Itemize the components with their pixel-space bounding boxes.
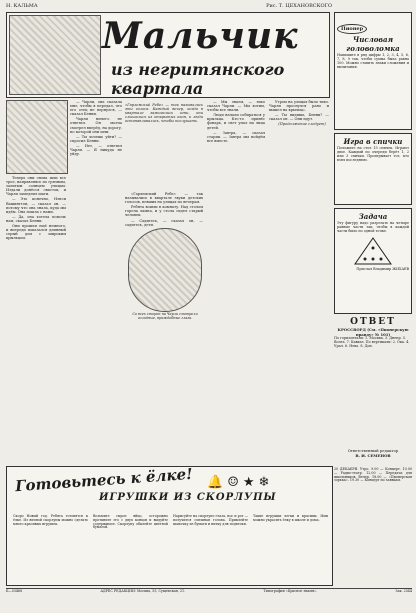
boys-illustration (6, 100, 68, 174)
crowd-illustration (128, 228, 202, 312)
crossword-title: КРОССВОРД (См. «Пионерскую правду» № 101) (337, 327, 409, 337)
toys-article (6, 466, 333, 586)
paragraph: — Да, она хотела помочь нам, сказал Бенни. (6, 214, 66, 223)
story-title: Мальчик (102, 15, 299, 57)
paragraph: — Нет, — ответил Чарли. — Я никуда не уйду. (70, 143, 122, 157)
paragraph: Утром на улицах было тихо. Чарли проснулся рано и вышел на крыльцо. (269, 100, 329, 113)
answers-section (334, 317, 412, 467)
footer-line (6, 590, 412, 594)
toys-column-3: Нарисуйте на скорлупе глаза, нос и рот — получится смешная голова. Приклейте шапочку из бумаги и нитку для подвески. (173, 514, 248, 526)
game-title: Игра в спички (343, 137, 403, 146)
editor-name: В. И. СЕМЕНОВ (355, 453, 391, 458)
paragraph: (Продолжение следует) (278, 122, 326, 127)
page-footer (6, 588, 412, 594)
paragraph: Ребята вошли в комнату. Над столом горела лампа, и у стола сидел старый человек. (125, 205, 203, 218)
radio-program: 20 ДЕКАБРЯ. Утро. 9.00 — Концерт. 10.00 — Радио-театр. 12.00 — Передача для школьников. Вечер. 18.00 — «Пионерская зорька». 19.30 — Концерт по заявкам. (334, 467, 412, 483)
star-icon: ★ (242, 475, 259, 490)
magazine-logo: Пионер (337, 24, 367, 34)
answers-title: ОТВЕТ (350, 317, 396, 327)
footer-address: АДРЕС РЕДАКЦИИ: Москва, 55, Сущевская, 21. (100, 589, 186, 593)
toys-column-1: Скоро Новый год. Ребята готовятся к ёлке. Из яичной скорлупы можно сделать много красивых игрушек. (13, 514, 88, 526)
editor-label: Ответственный редактор (347, 448, 399, 453)
story-column-2 (70, 100, 122, 462)
paragraph: — Чарли, она сказала мне, чтобы я передал, что его отец не вернулся, — сказал Бенни. (70, 100, 122, 117)
paragraph: Люди начали собираться у крыльца. Кто-то принёс фонарь, и свет упал на лица детей. (207, 113, 265, 130)
paragraph: «Гарлемский Ребе» — так назывались в квартале звуки детских голосов, певших на улицах по вечерам. (125, 192, 203, 205)
italic-passage: «Гарлемский Ребе» — так назывались эти голоса. Каждый вечер, когда в квартале зажигались огни, они слышались из открытых окон, и люди останавливались, чтобы послушать. (125, 103, 203, 124)
match-game-box (334, 133, 412, 205)
author-name: Н. КАЛЬМА (6, 3, 38, 9)
toys-subheading: ИГРУШКИ ИЗ СКОРЛУПЫ (99, 492, 277, 503)
title-banner (6, 12, 330, 98)
story-subtitle: из негритянского квартала (111, 60, 285, 98)
task-box (334, 208, 412, 314)
puzzle-title: Числовая головоломка (346, 35, 400, 53)
puzzle-text: Напишите в ряд цифры 1, 2, 3, 4, 5, 6, 7, 8, 9 так, чтобы сумма была равна 100. Можно ставить знаки сложения и вычитания. (337, 53, 409, 69)
number-puzzle-box (334, 12, 412, 130)
page-header (6, 3, 332, 9)
game-text: Положите на стол 15 спичек. Играют двое. Каждый по очереди берёт 1, 2 или 3 спички. Проигрывает тот, кто взял последнюю. (337, 146, 409, 162)
task-title: Задача (358, 212, 388, 221)
paragraph: — Ты хочешь уйти? — спросил Бенни. (70, 134, 122, 143)
footer-order: Зак. 2544 (395, 589, 412, 593)
banner-illustration (9, 15, 101, 95)
triangle-figure (353, 236, 393, 266)
toys-column-4: Такие игрушки легки и красивы. Ими можно украсить ёлку в школе и дома. (253, 514, 328, 522)
editor-credit (334, 448, 412, 458)
story-column-3 (125, 192, 203, 227)
toy-ornaments (207, 475, 273, 490)
crossword-answers: По горизонтали: 1. Москва. 3. Днепр. 5. Волга. 7. Кавказ. По вертикали: 2. Ока. 4. Урал. 6. Нева. 8. Дон. (334, 336, 410, 348)
task-author: Прислал Владимир ЖИХАЕВ (356, 266, 409, 271)
artist-credit: Рис. Т. ЦЕХАНОВСКОГО (266, 3, 332, 9)
face-ornament-icon: ☺ (227, 475, 243, 490)
story-column-5 (269, 100, 329, 462)
paragraph: Чарли ничего не ответил. Он молча смотрел вперёд, на дорогу, по которой они шли. (70, 117, 122, 134)
paragraph: — Садитесь, — сказал он, — садитесь, дети. (125, 218, 203, 227)
illustration-caption: Со всех сторон на Чарли смотрели голодные, враждебные глаза. (132, 312, 198, 320)
toys-column-2: Возьмите сырое яйцо, осторожно проткните его с двух концов и выдуйте содержимое. Скорлупу обклейте цветной бумагой. (93, 514, 168, 530)
task-text: Эту фигуру надо разрезать на четыре равные части так, чтобы в каждой части было по одной точке. (337, 221, 409, 233)
bell-icon: 🔔 (207, 475, 228, 490)
paragraph: Теперь они снова шли все трое, направляясь по грязным, залитым солнцем улицам. Издали донёсся свисток, и Чарли замедлил шаги. (6, 176, 66, 197)
footer-printer: Типография «Красное знамя». (263, 589, 318, 593)
footer-code: Б—03468 (6, 589, 23, 593)
story-column-1 (6, 176, 66, 462)
snowflake-icon: ❄ (258, 475, 274, 490)
toys-heading: Готовьтесь к ёлке! (14, 464, 194, 496)
story-column-4 (207, 100, 265, 462)
puzzle-sidebar (334, 12, 412, 462)
paragraph: — Это конечно, Нэнси Вашингтон, — сказал он, — потому что она знала, куда мы идём. Она пошла с нами. (6, 197, 66, 214)
paragraph: — Мы знаем, — тихо сказал Чарли. — Мы хотим, чтобы все знали. (207, 100, 265, 113)
paragraph: Они прошли ещё немного, и впереди показался длинный серый дом с широким крыльцом. (6, 224, 66, 241)
paragraph: — Ты видишь, Бенни? — сказал он. — Они идут. (269, 113, 329, 122)
paragraph: — Завтра, — сказал старик. — Завтра мы пойдём все вместе. (207, 130, 265, 143)
